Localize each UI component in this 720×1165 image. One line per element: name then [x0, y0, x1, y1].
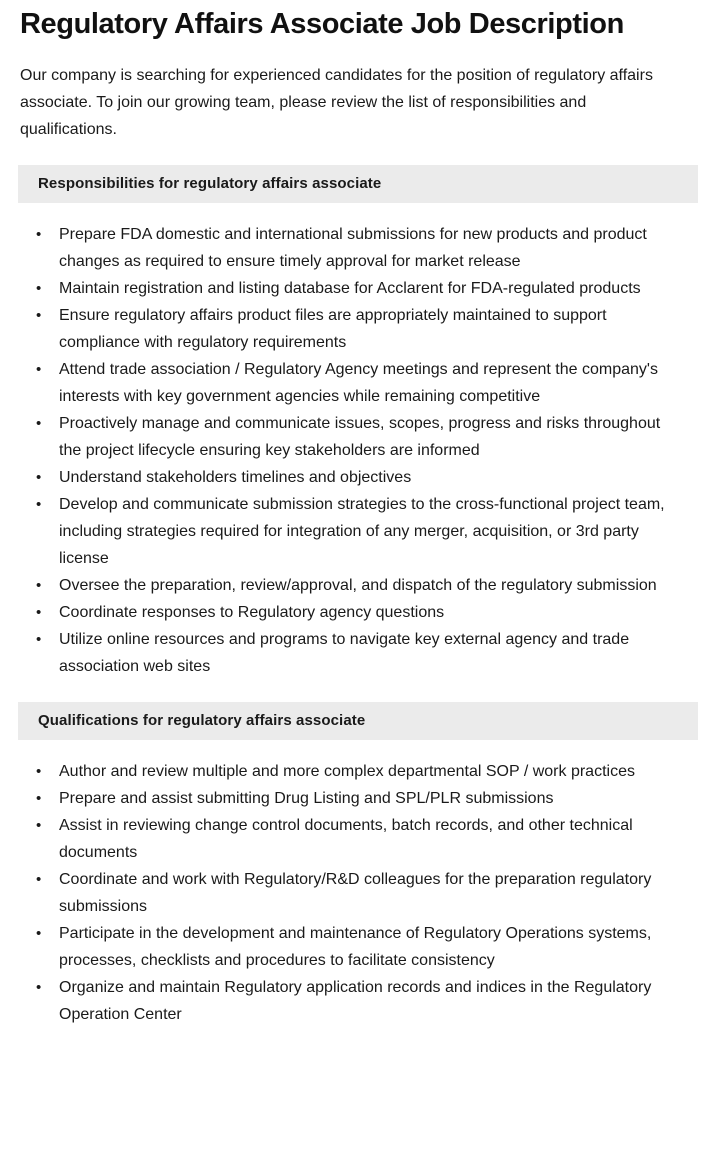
list-item: • Assist in reviewing change control documents, batch records, and other technical documents — [46, 812, 684, 866]
section-header-responsibilities — [18, 165, 698, 203]
section-responsibilities — [0, 165, 720, 680]
section-qualifications — [0, 702, 720, 1028]
list-item: • Utilize online resources and programs to navigate key external agency and trade association web sites — [46, 626, 684, 680]
list-item: • Develop and communicate submission strategies to the cross-functional project team, including strategies required for integration of any merger, acquisition, or 3rd party license — [46, 491, 684, 572]
bottom-spacer — [0, 1028, 720, 1064]
list-item: • Attend trade association / Regulatory Agency meetings and represent the company's interests with key government agencies while remaining competitive — [46, 356, 684, 410]
list-item: • Coordinate and work with Regulatory/R&D colleagues for the preparation regulatory submissions — [46, 866, 684, 920]
section-header-qualifications — [18, 702, 698, 740]
list-item: • Coordinate responses to Regulatory agency questions — [46, 599, 684, 626]
qualifications-list — [0, 740, 720, 1028]
list-item: • Oversee the preparation, review/approval, and dispatch of the regulatory submission — [46, 572, 684, 599]
list-item: • Organize and maintain Regulatory application records and indices in the Regulatory Operation Center — [46, 974, 684, 1028]
list-item: • Understand stakeholders timelines and objectives — [46, 464, 684, 491]
list-item: • Prepare FDA domestic and international submissions for new products and product changes as required to ensure timely approval for market release — [46, 221, 684, 275]
section-header-qualifications-label: Qualifications for regulatory affairs associate — [38, 712, 366, 729]
section-header-responsibilities-label: Responsibilities for regulatory affairs associate — [38, 175, 382, 192]
page-title: Regulatory Affairs Associate Job Description — [20, 8, 624, 40]
list-item: • Participate in the development and maintenance of Regulatory Operations systems, processes, checklists and procedures to facilitate consistency — [46, 920, 684, 974]
list-item: • Maintain registration and listing database for Acclarent for FDA-regulated products — [46, 275, 684, 302]
list-item: • Proactively manage and communicate issues, scopes, progress and risks throughout the project lifecycle ensuring key stakeholders are informed — [46, 410, 684, 464]
list-item: • Prepare and assist submitting Drug Listing and SPL/PLR submissions — [46, 785, 684, 812]
intro-paragraph: Our company is searching for experienced candidates for the position of regulatory affairs associate. To join our growing team, please review the list of responsibilities and qualifications. — [20, 67, 653, 138]
list-item: • Ensure regulatory affairs product files are appropriately maintained to support compliance with regulatory requirements — [46, 302, 684, 356]
list-item: • Author and review multiple and more complex departmental SOP / work practices — [46, 758, 684, 785]
responsibilities-list — [0, 203, 720, 680]
